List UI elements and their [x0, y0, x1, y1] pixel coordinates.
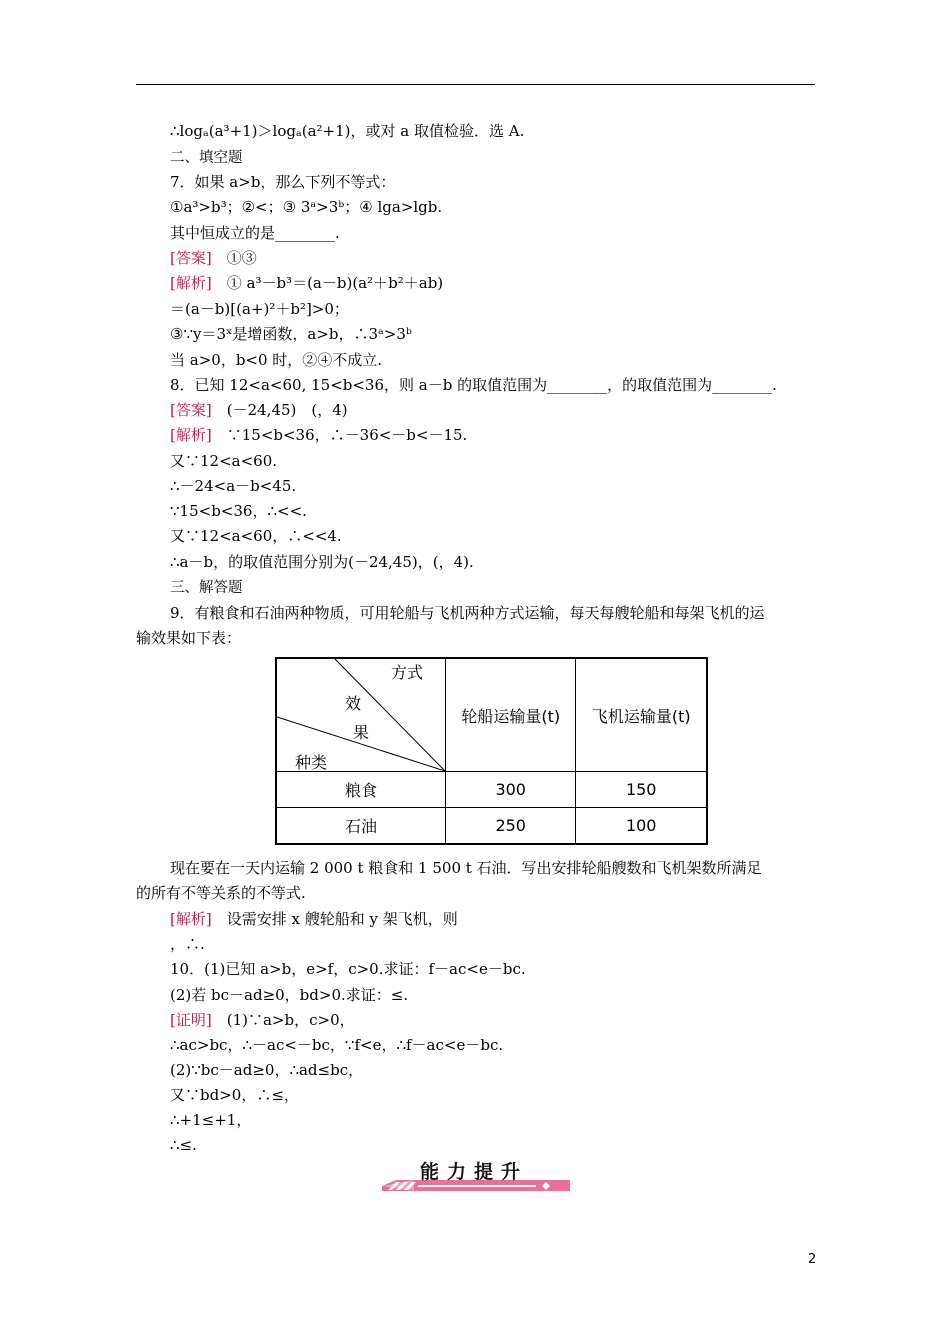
question-8: 8．已知 12<a<60, 15<b<36，则 a－b 的取值范围为________，的取值范围为________.	[170, 376, 777, 394]
table-row	[276, 772, 707, 808]
text-line: ①a³>b³；②<；③ 3ᵃ>3ᵇ；④ lga>lgb.	[170, 198, 443, 216]
cell-plane: 100	[576, 807, 707, 844]
cell-ship: 300	[446, 772, 576, 808]
column-header-ship: 轮船运输量(t)	[446, 658, 576, 772]
text-line: ∵15<b<36，∴<<.	[170, 502, 307, 520]
row-label: 石油	[276, 807, 446, 844]
analysis-tag: [解析]	[170, 426, 212, 444]
section-heading: 三、解答题	[170, 580, 243, 596]
header-category: 种类	[295, 753, 328, 772]
column-header-plane: 飞机运输量(t)	[576, 658, 707, 772]
text-line: ∴≤.	[170, 1136, 197, 1154]
text-line: (2)∵bc－ad≥0，∴ad≤bc，	[170, 1061, 364, 1079]
ability-banner	[374, 1160, 574, 1198]
text-line: ＝(a－b)[(a+)²＋b²]>0；	[170, 300, 349, 318]
analysis-line: [解析] ① a³－b³＝(a－b)(a²＋b²＋ab)	[170, 274, 444, 292]
proof-tag: [证明]	[170, 1011, 212, 1029]
table-row	[276, 807, 707, 844]
answer-line: [答案] ①③	[170, 249, 257, 267]
text-line: ∴－24<a－b<45.	[170, 477, 297, 495]
text-line: 其中恒成立的是________.	[170, 224, 340, 242]
text-line: ∴logₐ(a³+1)＞logₐ(a²+1)，或对 a 取值检验．选 A.	[170, 122, 525, 140]
text-line: ，∴.	[170, 935, 205, 953]
answer-tag: [答案]	[170, 401, 212, 419]
text-line: 的所有不等关系的不等式.	[136, 884, 306, 902]
row-label: 粮食	[276, 772, 446, 808]
text-line: 又∵12<a<60，∴<<4.	[170, 527, 342, 545]
header-rule	[136, 84, 815, 85]
diagonal-header-cell	[276, 658, 446, 772]
text-line: 当 a>0，b<0 时，②④不成立.	[170, 351, 383, 369]
banner-text: 能力提升	[419, 1161, 529, 1183]
cell-ship: 250	[446, 807, 576, 844]
text-line: ∴ac>bc，∴－ac<－bc，∵f<e，∴f－ac<e－bc.	[170, 1036, 504, 1054]
proof-line: [证明] (1)∵a>b，c>0，	[170, 1011, 355, 1029]
text-line: (2)若 bc－ad≥0，bd>0.求证：≤.	[170, 986, 409, 1004]
analysis-line: [解析] 设需安排 x 艘轮船和 y 架飞机，则	[170, 910, 458, 928]
analysis-line: [解析] ∵15<b<36，∴－36<－b<－15.	[170, 426, 468, 444]
banner-decoration	[374, 1160, 574, 1198]
text-line: 现在要在一天内运输 2 000 t 粮食和 1 500 t 石油．写出安排轮船艘数和飞机架数所满足	[170, 859, 762, 877]
cell-plane: 150	[576, 772, 707, 808]
text-line: 又∵bd>0，∴≤，	[170, 1086, 299, 1104]
header-effect-2: 果	[353, 723, 370, 742]
text-line: 输效果如下表：	[136, 629, 242, 647]
header-mode: 方式	[391, 663, 424, 682]
transport-table	[275, 657, 708, 845]
text-line: 又∵12<a<60.	[170, 452, 278, 470]
page-number: 2	[808, 1252, 817, 1267]
question-9: 9．有粮食和石油两种物质，可用轮船与飞机两种方式运输，每天每艘轮船和每架飞机的运	[170, 604, 765, 622]
text-line: ∴+1≤+1，	[170, 1111, 252, 1129]
text-line: ③∵y＝3ˣ是增函数，a>b，∴3ᵃ>3ᵇ	[170, 325, 412, 343]
analysis-tag: [解析]	[170, 274, 212, 292]
answer-line: [答案] (－24,45) (，4)	[170, 401, 348, 419]
text-line: ∴a－b，的取值范围分别为(－24,45)，(，4).	[170, 553, 474, 571]
section-heading: 二、填空题	[170, 150, 243, 166]
header-effect-1: 效	[345, 694, 362, 713]
question-7: 7．如果 a>b，那么下列不等式：	[170, 173, 396, 191]
answer-tag: [答案]	[170, 249, 212, 267]
question-10: 10．(1)已知 a>b，e>f，c>0.求证：f－ac<e－bc.	[170, 960, 526, 978]
analysis-tag: [解析]	[170, 910, 212, 928]
